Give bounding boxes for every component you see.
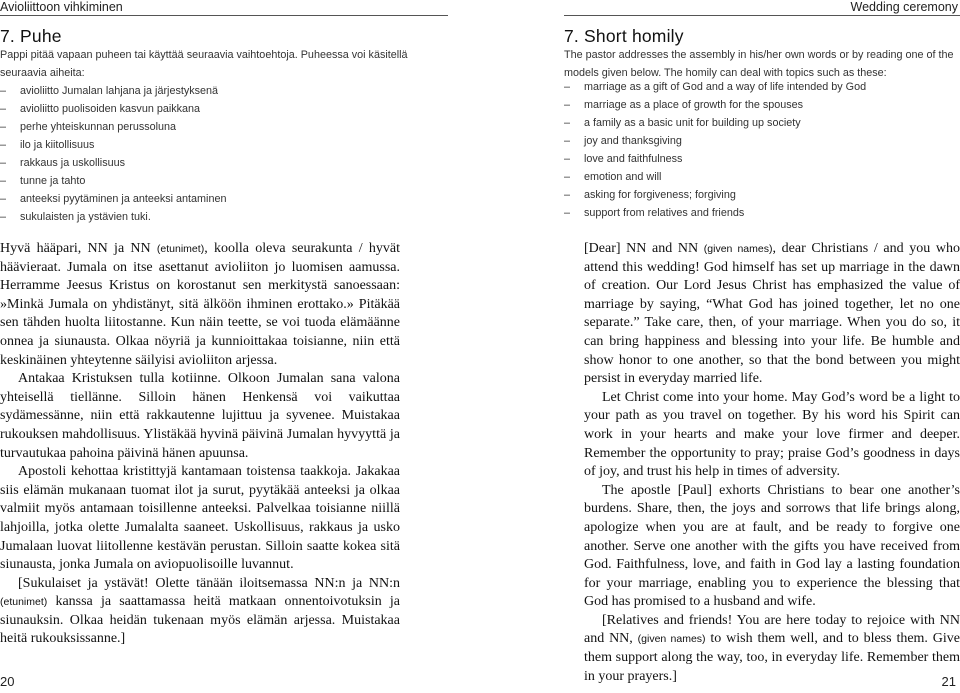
text-run: [Relatives and friends! You are here today to rejoice with NN and NN, — [584, 612, 960, 647]
section-title: 7. Puhe — [0, 26, 62, 46]
paragraph — [584, 612, 960, 686]
header-rule — [0, 15, 448, 16]
list-item: – rakkaus ja uskollisuus — [0, 154, 226, 172]
running-header: Avioliittoon vihkiminen — [0, 0, 123, 14]
list-item: – ilo ja kiitollisuus — [0, 136, 226, 154]
text-run: to wish them well, and to bless them. Give them support along the way, too, in everyday life. Remember them in your prayers.] — [584, 631, 960, 684]
list-item: – love and faithfulness — [564, 150, 866, 168]
rubric-note: (given names) — [703, 243, 773, 255]
list-item: – perhe yhteiskunnan perussoluna — [0, 118, 226, 136]
paragraph — [0, 575, 400, 649]
topic-list — [564, 78, 866, 222]
list-item: – joy and thanksgiving — [564, 132, 866, 150]
header-rule — [564, 15, 960, 16]
list-item: – a family as a basic unit for building up society — [564, 114, 866, 132]
running-header: Wedding ceremony — [850, 0, 958, 14]
text-run: , koolla oleva seurakunta / hyvät häävieraat. Jumala on itse asettanut avioliiton jo luomisen aamussa. Herramme Jeesus Kristus on korostanut sen merkitystä sanoessaan: »Minkä Jumala on yhdistänyt, sitä älköön ihminen erottako.» Pitäkää sen tähden huolta liitostanne. Kun näin teette, se voi tuoda elämäänne onnea ja siunausta. Olkaa nöyriä ja kunnioittakaa toisianne, niin että keskinäinen yhteytenne säilyisi avioliiton arjessa. — [0, 241, 400, 368]
paragraph — [0, 240, 400, 370]
list-item: – avioliitto puolisoiden kasvun paikkana — [0, 100, 226, 118]
paragraph: Apostoli kehottaa kristittyjä kantamaan toistensa taakkoja. Jakakaa siis elämän mukanaan tuomat ilot ja surut, pyytäkää anteeksi ja olkaa valmiit myös antamaan toisillenne anteeksi. Palvelkaa toisianne niillä lahjoilla, jotka olette Jumalalta saaneet. Uskollisuus, rakkaus ja usko Jumalaan luovat liitollenne kestävän perustan. Silloin saatte kokea sitä siunausta, jonka Jumala on aviopuolisoille luvannut. — [0, 464, 400, 573]
rubric-note: (etunimet) — [156, 243, 205, 255]
text-run: , dear Christians / and you who attend this wedding! God himself has set up marriage in the dawn of creation. Our Lord Jesus Christ has emphasized the value of marriage by saying, “What God has joined together, let no one separate.” Take care, then, of your marriage. When you do so, it can bring happiness and blessing into your life. Be humble and show honor to one another, so that the bond between you might persist in everyday married life. — [584, 241, 960, 387]
text-run: Hyvä hääpari, NN ja NN — [0, 241, 157, 256]
homily-text — [0, 240, 400, 649]
rubric-note: (etunimet) — [0, 596, 48, 609]
text-run: kanssa ja saattamassa heitä matkaan onnentoivotuksin ja siunauksin. Olkaa heidän tukenaan myös elämän arjessa. Muistakaa heitä rukouksissanne.] — [0, 594, 400, 647]
list-item: – marriage as a place of growth for the spouses — [564, 96, 866, 114]
list-item: – anteeksi pyytäminen ja anteeksi antaminen — [0, 190, 226, 208]
rubric-note: (given names) — [637, 633, 706, 646]
paragraph: The apostle [Paul] exhorts Christians to bear one another’s burdens. Share, then, the joys and sorrows that life brings along, apologize when you are at fault, and be ready to forgive one another. Serve one another with the gifts you have received from God. Faithfulness, love, and faith in God lay a lasting foundation for your marriage, enabling you to experience the blessing that God has promised to a husband and wife. — [584, 482, 960, 610]
list-item: – asking for forgiveness; forgiving — [564, 186, 866, 204]
list-item: – tunne ja tahto — [0, 172, 226, 190]
text-run: [Sukulaiset ja ystävät! Olette tänään iloitsemassa NN:n ja NN:n — [18, 575, 400, 591]
list-item: – emotion and will — [564, 168, 866, 186]
right-page — [480, 0, 960, 693]
list-item: – marriage as a gift of God and a way of life intended by God — [564, 78, 866, 96]
rubric-intro: The pastor addresses the assembly in his/her own words or by reading one of the models given below. The homily can deal with topics such as these: — [564, 49, 954, 79]
homily-text — [584, 240, 960, 686]
list-item: – avioliitto Jumalan lahjana ja järjestyksenä — [0, 82, 226, 100]
paragraph: Let Christ come into your home. May God’s word be a light to your path as you travel on together. By his word his Spirit can work in your hearts and make your love firmer and deeper. Remember the opportunity to pray; praise God’s goodness in days of joy, and trust his help in times of adversity. — [584, 389, 960, 480]
section-title: 7. Short homily — [564, 26, 684, 46]
page-number: 21 — [941, 674, 956, 689]
list-item: – support from relatives and friends — [564, 204, 866, 222]
rubric-intro: Pappi pitää vapaan puheen tai käyttää seuraavia vaihtoehtoja. Puheessa voi käsitellä seuraavia aiheita: — [0, 49, 408, 79]
topic-list — [0, 82, 226, 226]
paragraph — [584, 240, 960, 389]
list-item: – sukulaisten ja ystävien tuki. — [0, 208, 226, 226]
paragraph: Antakaa Kristuksen tulla kotiinne. Olkoon Jumalan sana valona yhteisellä tiellänne. Silloin hänen Henkensä voi vaikuttaa sydämessänne, niin että rakkautenne lujittuu ja syvenee. Muistakaa rukouksen mahdollisuus. Ylistäkää hyvinä päivinä Jumalan hyvyyttä ja turvautukaa pahoina päivinä hänen apuunsa. — [0, 371, 400, 461]
page-number: 20 — [0, 674, 15, 689]
text-run: [Dear] NN and NN — [584, 241, 704, 256]
